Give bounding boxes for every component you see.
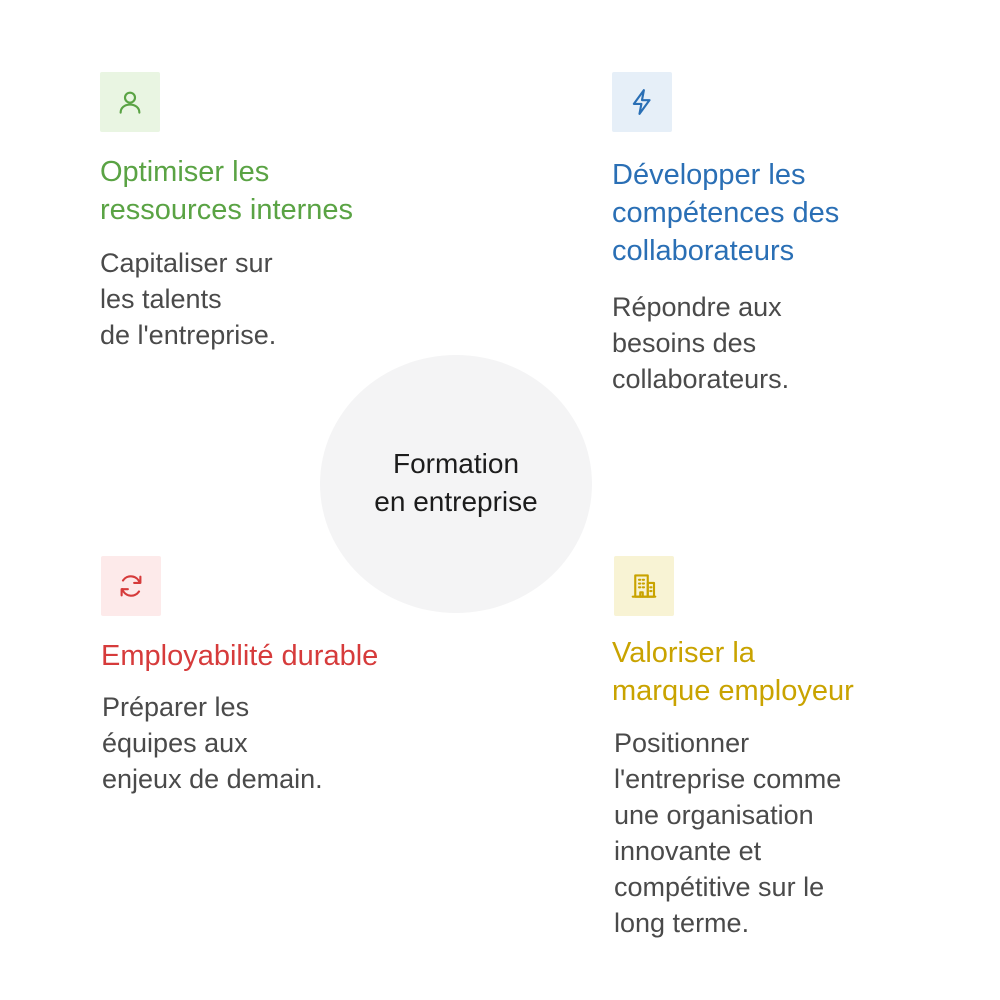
quadrant-4-desc-line-5: compétitive sur le xyxy=(614,872,825,902)
quadrant-2-desc-line-3: collaborateurs. xyxy=(612,364,790,394)
quadrant-4-desc-line-6: long terme. xyxy=(614,908,750,938)
lightning-icon xyxy=(612,72,672,132)
building-icon xyxy=(614,556,674,616)
quadrant-1-desc-line-1: Capitaliser sur xyxy=(100,248,273,278)
quadrant-4-title-line-1: Valoriser la xyxy=(612,637,755,669)
quadrant-3-title-line-1: Employabilité durable xyxy=(101,640,379,672)
quadrant-2-desc-line-2: besoins des xyxy=(612,328,757,358)
quadrant-2-desc-line-1: Répondre aux xyxy=(612,292,782,322)
quadrant-3-desc-line-1: Préparer les xyxy=(102,692,250,722)
quadrant-3-desc-line-2: équipes aux xyxy=(102,728,248,758)
quadrant-1-title-line-2: ressources internes xyxy=(100,194,354,226)
quadrant-2-title-line-2: compétences des xyxy=(612,197,840,229)
quadrant-1-desc-line-2: les talents xyxy=(100,284,222,314)
quadrant-4-desc-line-1: Positionner xyxy=(614,728,750,758)
quadrant-4-title-line-2: marque employeur xyxy=(612,675,854,707)
quadrant-1-title-line-1: Optimiser les xyxy=(100,156,270,188)
quadrant-4-desc-line-3: une organisation xyxy=(614,800,814,830)
refresh-icon xyxy=(101,556,161,616)
quadrant-4-desc-line-4: innovante et xyxy=(614,836,762,866)
center-label-line-2: en entreprise xyxy=(374,486,538,517)
center-label-line-1: Formation xyxy=(392,448,520,479)
quadrant-4-desc-line-2: l'entreprise comme xyxy=(614,764,842,794)
quadrant-2-title-line-1: Développer les xyxy=(612,159,806,191)
center-circle xyxy=(320,355,592,613)
quadrant-2-title-line-3: collaborateurs xyxy=(612,235,795,267)
quadrant-3-desc-line-3: enjeux de demain. xyxy=(102,764,323,794)
user-icon xyxy=(100,72,160,132)
quadrant-1-desc-line-3: de l'entreprise. xyxy=(100,320,277,350)
